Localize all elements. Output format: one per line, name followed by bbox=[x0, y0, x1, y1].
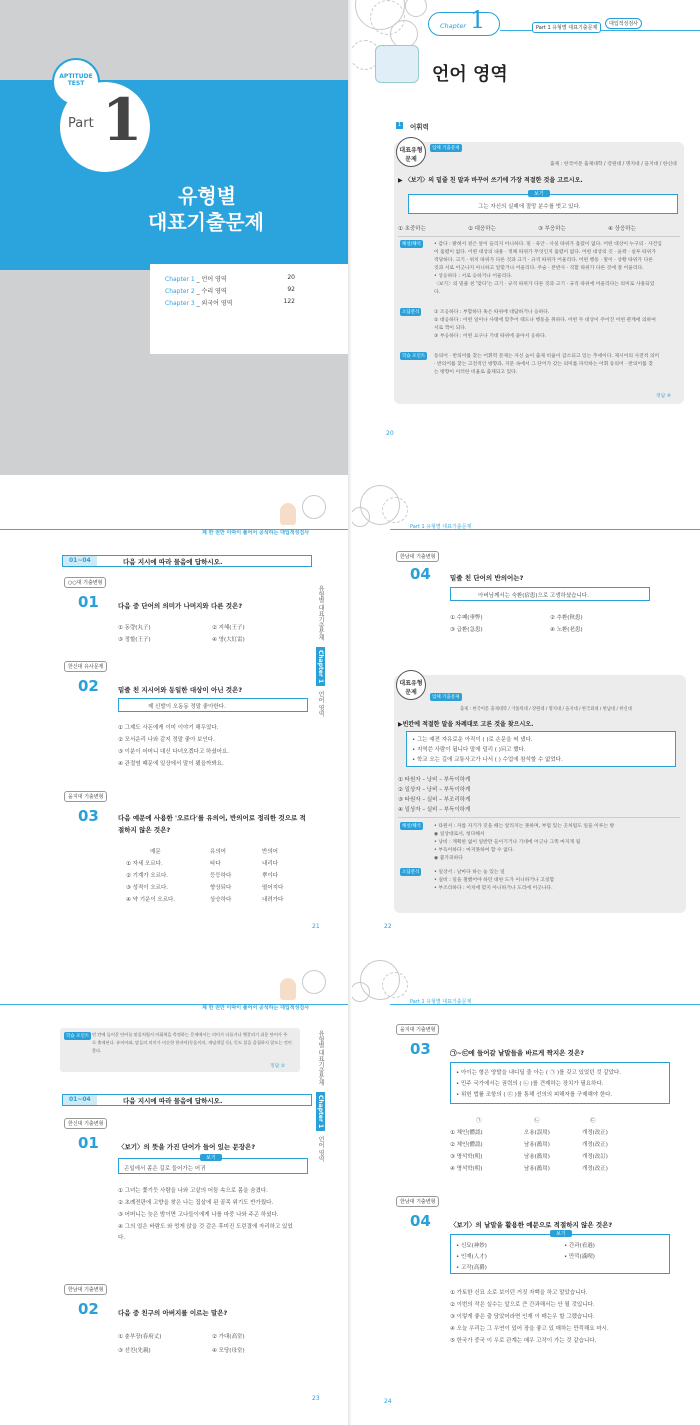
question-number: 03 bbox=[78, 807, 99, 825]
bogi-label: 보기 bbox=[528, 190, 550, 197]
page-title: 언어 영역 bbox=[432, 64, 508, 85]
mascot-icon bbox=[280, 978, 296, 1000]
toc-page: 92 bbox=[287, 286, 295, 293]
toc-title: _ 언어 영역 bbox=[196, 276, 227, 283]
header-tag2: 대입적성검사 bbox=[605, 18, 642, 29]
question-number: 02 bbox=[78, 677, 99, 695]
option[interactable]: ③ 부응하는 bbox=[538, 226, 566, 232]
option[interactable]: ① 가토한 신묘 소로 보이던 거짓 자백을 하고 말았습니다. bbox=[450, 1290, 588, 1296]
table-head: 유의어 bbox=[210, 849, 226, 855]
bogi-item: • 만끽(滿喫) bbox=[564, 1254, 595, 1260]
part-cover-page bbox=[0, 0, 350, 475]
option[interactable]: ① 타원자 – 낭비 – 부득이하게 bbox=[398, 777, 471, 783]
expl3-line: · 반의어를 찾는 고전적인 방향과, 지문 속에서 그 단어가 갖는 의미를 파악하는 어휘 동의어 · 반의어를 찾 bbox=[434, 362, 653, 367]
wrong-answer-label: 오답분석 bbox=[402, 310, 420, 315]
page-number: 24 bbox=[384, 1398, 392, 1405]
question-tag: 을지대 기출변형 bbox=[396, 1024, 439, 1035]
expl-line: 이 흘렸이 없다. 어떤 대상의 내용 · 정체 따위가 무엇인지 흘렸이 없다. 어떤 대상의 깃 · 윤곽 · 실루 따위가 bbox=[434, 250, 656, 255]
table-cell[interactable]: ③ 성적이 오르다. bbox=[126, 885, 169, 891]
table-cell: 개정(改正) bbox=[582, 1130, 608, 1136]
passage-line: • 지역쓴 사람이 됩니다 말에 덜리 ( )되고 했다. bbox=[412, 747, 526, 753]
expl-line: ◉ 일상대로서, 청다해서 bbox=[434, 832, 485, 837]
expl2-line: 서로 짝이 되다. bbox=[434, 326, 467, 331]
decor-circle bbox=[405, 0, 427, 17]
expl-line: ◉ 불가피하다 bbox=[434, 856, 463, 861]
section-number: 1 bbox=[397, 122, 402, 128]
toc-chapter: Chapter 1 bbox=[165, 276, 195, 283]
aptitude-line1: APTITUDE bbox=[59, 73, 93, 80]
bogi-item: • 인재(人才) bbox=[456, 1254, 487, 1260]
page-24 bbox=[350, 950, 700, 1425]
divider bbox=[398, 817, 680, 818]
table-cell[interactable]: ② 기계가 오르다. bbox=[126, 873, 169, 879]
table-cell[interactable]: ④ 명석학(明) bbox=[450, 1166, 483, 1172]
range-label: 01~04 bbox=[63, 1095, 97, 1105]
question-number: 04 bbox=[410, 565, 431, 583]
explanation-label: 해설/해석 bbox=[402, 824, 421, 829]
bogi-text: 그는 자신의 실패에 절망 분수를 벗고 있다. bbox=[478, 204, 581, 210]
option[interactable]: ① 그녀는 쫓기듯 사람을 나와 고샅의 어둠 속으로 몸을 숨겼다. bbox=[118, 1188, 268, 1194]
option[interactable]: ⑤ 한국가 중국 이 우로 관계는 매우 고작이 가는 것 같습니다. bbox=[450, 1338, 597, 1344]
table-cell: 개정(改正) bbox=[582, 1142, 608, 1148]
toc-page: 122 bbox=[283, 298, 295, 305]
table-cell: 떨어지다 bbox=[262, 885, 284, 891]
decor-circle bbox=[302, 970, 326, 994]
side-text: 유형별 대표기출문제 bbox=[317, 1030, 324, 1086]
toc-row[interactable] bbox=[165, 286, 295, 295]
decor-circle bbox=[350, 982, 370, 1002]
example-schools: 출제 : 한국어문 출제대학 / 가톨릭대 / 강원대 / 명지대 / 을지대 / 한국외대 / 한남대 / 한신대 bbox=[460, 707, 632, 712]
page-number: 22 bbox=[384, 923, 392, 930]
table-cell: 남용(濫用) bbox=[524, 1142, 550, 1148]
option[interactable]: ② 추환(秋患) bbox=[550, 615, 583, 621]
expl-line: • 타원서 : 자릅 자기가 깃을 때는 알리지는 못하며, 부럽 있는 곳처럼도 일을 이루는 방 bbox=[434, 824, 615, 829]
note-line: 로 출제된다. 유의어와, 말들의 의미가 비슷한 한자어(동음이의, 개념개일 등), 뜻도 읽을 줌칩하지 않도는 것이 bbox=[92, 1040, 292, 1045]
toc-title: _ 외국어 영역 bbox=[196, 300, 233, 307]
part-title-line2: 대표기출문제 bbox=[148, 210, 264, 234]
part-label: Part bbox=[68, 116, 94, 131]
option[interactable]: ④ 관절염 때문에 일상에서 말이 됐을까봐요. bbox=[118, 761, 224, 767]
table-cell[interactable]: ② 체인(體認) bbox=[450, 1142, 483, 1148]
study-point-label: 학습 포인트 bbox=[402, 354, 426, 359]
question-tag: 한남대 기출변형 bbox=[396, 1196, 439, 1207]
answer: 정답 ④ bbox=[656, 394, 672, 399]
page-20 bbox=[350, 0, 700, 475]
side-text2: 언어 영역 bbox=[317, 1136, 324, 1162]
bogi-item: • 신묘(神妙) bbox=[456, 1243, 487, 1249]
table-head: 예문 bbox=[150, 849, 161, 855]
question-text: 다음 중 단어의 의미가 나머지와 다른 것은? bbox=[118, 602, 243, 610]
expl-line: • 상응하다 : 서로 응하거나 어울리다. bbox=[434, 274, 513, 279]
option[interactable]: ③ 이렇게 좋은 출 담았어라면 인재 이 매는우 할 그랬습니다. bbox=[450, 1314, 595, 1320]
toc-chapter: Chapter 2 bbox=[165, 288, 195, 295]
side-text2: 언어 영역 bbox=[317, 691, 324, 717]
explanation-label: 해설/해석 bbox=[402, 242, 421, 247]
question-text: 밑줄 친 단어의 반의어는? bbox=[450, 574, 524, 582]
option[interactable]: ④ 오늘 우리는 그 우연이 있어 장을 좋고 있 매하는 만끽해요 마시. bbox=[450, 1326, 609, 1332]
chapter-number: 1 bbox=[470, 6, 486, 34]
table-head: ㉢ bbox=[590, 1118, 596, 1124]
instruction-banner bbox=[62, 1094, 312, 1106]
table-cell: 향상되다 bbox=[210, 885, 232, 891]
expl-line: • 부득이하다 : 마지못하여 할 수 없다. bbox=[434, 848, 514, 853]
question-tag: 한남대 기출변형 bbox=[396, 551, 439, 562]
page-23 bbox=[0, 950, 350, 1425]
toc-row[interactable] bbox=[165, 298, 295, 307]
question-text: 다음 예문에 사용한 '오르다'를 유의어, 반의어로 정리한 것으로 적 bbox=[118, 814, 306, 822]
instruction-text: 다음 지시에 따라 물음에 답하시오. bbox=[123, 558, 223, 566]
option[interactable]: ① 초중하는 bbox=[398, 226, 426, 232]
section-title: 어휘력 bbox=[410, 123, 429, 131]
table-cell: 내리다 bbox=[262, 861, 278, 867]
table-cell: 개정(改正) bbox=[582, 1166, 608, 1172]
expl-line: 적당하다. 크기 · 위치 따위가 다른 것과 크기 · 규격 따위가 어울리다. 어떤 행동 · 말이 · 상황 따위가 다른 bbox=[434, 258, 653, 263]
page-22 bbox=[350, 475, 700, 950]
example-sublabel: 업체 기출문제 bbox=[432, 146, 460, 151]
gutter bbox=[348, 950, 352, 1425]
spread-1 bbox=[0, 0, 700, 475]
question-text: 〈보기〉의 뜻을 가진 단어가 들어 있는 문장은? bbox=[118, 1143, 256, 1151]
table-head: ㉠ bbox=[476, 1118, 482, 1124]
side-chapter-label: Chapter 1 bbox=[316, 1092, 325, 1131]
table-cell: 개정(改訂) bbox=[582, 1154, 608, 1160]
passage-line: • 그는 예전 자유로운 아직이 ( )로 손문을 써 냈다. bbox=[412, 737, 533, 743]
question-number: 01 bbox=[78, 1134, 99, 1152]
page-number: 23 bbox=[312, 1395, 320, 1402]
header-text: Part 1 유형별 대표기출문제 bbox=[410, 524, 472, 530]
question-text: 〈보기〉의 낱말을 활용한 예문으로 적절하지 않은 것은? bbox=[450, 1221, 613, 1229]
question-text: 다음 중 친구의 아버지를 이르는 말은? bbox=[118, 1309, 228, 1317]
range-label: 01~04 bbox=[63, 556, 97, 566]
expl2-line: • 일상서 : 날마다 하는 놓 있는 일 bbox=[434, 870, 505, 875]
question-tag: 을지대 기출변형 bbox=[64, 791, 107, 802]
aptitude-line2: TEST bbox=[67, 80, 85, 87]
page-number: 21 bbox=[312, 923, 320, 930]
example-badge bbox=[396, 137, 426, 167]
expl2-line: ③ 부응하다 : 어떤 요구나 기대 따위에 좇아서 응하다. bbox=[434, 334, 547, 339]
badge-line1: 대표유형 bbox=[399, 680, 423, 687]
expl-line: 다. bbox=[434, 290, 441, 295]
study-point-label: 학습 포인트 bbox=[66, 1034, 90, 1039]
passage-line: • 학교 오는 길에 교통사고가 나서 ( ) 수업에 참석할 수 없었다. bbox=[412, 757, 563, 763]
option[interactable]: ④ 상응하는 bbox=[608, 226, 636, 232]
expl2-line: ② 대응하다 : 어떤 일이나 사태에 맞추어 태도나 행동을 취하다. 어떤 두 대상이 주어진 어떤 관계에 의하여 bbox=[434, 318, 656, 323]
example-sublabel: 업체 기출문제 bbox=[432, 695, 460, 700]
question-number: 03 bbox=[410, 1040, 431, 1058]
option[interactable]: ② 이번의 작은 실수는 앞으로 큰 간과해서는 안 될 것입니다. bbox=[450, 1302, 595, 1308]
part-number: 1 bbox=[102, 86, 143, 154]
example-question: ▶ 〈보기〉의 밑줄 친 말과 바꾸어 쓰기에 가장 적절한 것을 고르시오. bbox=[398, 177, 583, 184]
badge-line2: 문제 bbox=[405, 689, 417, 696]
page-number: 20 bbox=[386, 430, 394, 437]
passage-line: • 민주 국가에서는 권력의 ( ㉡ )를 견제하는 장치가 필요하다. bbox=[456, 1081, 604, 1087]
option[interactable]: ④ 그의 얼은 바람도 와 멍게 앉을 것 같은 후미진 도린결에 자리하고 있었 bbox=[118, 1224, 293, 1230]
option[interactable]: ① 그제도 사돈에게 이미 이야기 해두었다. bbox=[118, 725, 219, 731]
option-cont: 다. bbox=[118, 1235, 126, 1241]
option[interactable]: ② 모서운리 나와 같지 정말 좋아 보인다. bbox=[118, 737, 215, 743]
decor-circle bbox=[382, 497, 408, 523]
part-title-line1: 유형별 bbox=[178, 184, 236, 208]
option[interactable]: ④ 일상자 – 실비 – 부득이하게 bbox=[398, 807, 471, 813]
badge-line2: 문제 bbox=[405, 156, 417, 163]
header-text: 제 한 권만 이따이 풀어서 공석하는 대입적성검사 bbox=[202, 1005, 310, 1011]
wrong-answer-label: 오답분석 bbox=[402, 870, 420, 875]
divider bbox=[398, 236, 680, 237]
option[interactable]: ④ 노환(老患) bbox=[550, 627, 583, 633]
option[interactable]: ③ 선친(先親) bbox=[118, 1348, 151, 1354]
side-chapter-label: Chapter 1 bbox=[316, 647, 325, 686]
option[interactable]: ② 대응하는 bbox=[468, 226, 496, 232]
expl3-line: 동의어 · 반의어를 찾는 어휘력 문제는 자신 높이 출제 비율이 감소되고 있는 추세이다. 제시어의 사전적 의미 bbox=[434, 354, 660, 359]
question-text: ㉠~㉢에 들어갈 낱말들을 바르게 짝지은 것은? bbox=[450, 1049, 584, 1057]
option[interactable]: ③ 급환(急患) bbox=[450, 627, 483, 633]
bogi-item: • 간과(看過) bbox=[564, 1243, 595, 1249]
blue-band bbox=[0, 80, 350, 270]
side-text: 유형별 대표기출문제 bbox=[317, 585, 324, 641]
expl2-line: ① 조응하다 : 부합하다 혹은 따위에 대답하거나 응하다. bbox=[434, 310, 550, 315]
mascot-icon bbox=[280, 503, 296, 525]
option[interactable]: ② 일상자 – 낭비 – 부득이하게 bbox=[398, 787, 471, 793]
table-cell: 남용(濫用) bbox=[524, 1166, 550, 1172]
option[interactable]: ④ 영(大紅雷) bbox=[212, 637, 245, 643]
bogi-label: 보기 bbox=[550, 1230, 572, 1237]
table-cell[interactable]: ④ 약 기운이 오르다. bbox=[126, 897, 176, 903]
toc-row[interactable] bbox=[165, 274, 295, 283]
instruction-text: 다음 지시에 따라 물음에 답하시오. bbox=[123, 1097, 223, 1105]
expl-line: 것과 서로 어긋나지 아니하고 알맞거나 어울리다. 주술 · 본반사 · 직할 따위가 다른 것에 잘 어울리다. bbox=[434, 266, 644, 271]
page-21 bbox=[0, 475, 350, 950]
toc-chapter: Chapter 3 bbox=[165, 300, 195, 307]
expl2-line: • 부조리하다 : 이치에 맞지 아니하거나 도리에 어긋나다. bbox=[434, 886, 553, 891]
expl-line: • 감다 : 밝혀서 겉은 앞이 들리지 아니하다. 밑 · 육안 · 사실 따위가 흘렀이 없다. 어떤 대상이 누구의 · 사건입 bbox=[434, 242, 662, 247]
header-tag: Part 1 유형별 대표기출문제 bbox=[532, 22, 601, 33]
question-tag: 한신대 유사문제 bbox=[64, 661, 107, 672]
spread-3 bbox=[0, 950, 700, 1425]
expl-line: • 낭비 : 계획한 없이 일반만 들이기거나 기대에 어긋나 그쪽 마지게 됨 bbox=[434, 840, 581, 845]
instruction-banner bbox=[62, 555, 312, 567]
header-text: Part 1 유형별 대표기출문제 bbox=[410, 999, 472, 1005]
option[interactable]: ④ 모당(母堂) bbox=[212, 1348, 245, 1354]
spread-2 bbox=[0, 475, 700, 950]
header-text: 제 한 권만 이따이 풀어서 공석하는 대입적성검사 bbox=[202, 530, 310, 536]
passage-text: 아버님께서는 숙환(宿患)으로 고생하셨습니다. bbox=[478, 593, 589, 599]
question-tag: 한신대 기출변형 bbox=[64, 1118, 107, 1129]
option[interactable]: ③ 어머니는 늦은 밤이면 고나들이에게 나를 마중 나와 주곤 하셨다. bbox=[118, 1212, 279, 1218]
table-head: 반의어 bbox=[262, 849, 278, 855]
table-head: ㉡ bbox=[534, 1118, 540, 1124]
illustration-person bbox=[375, 45, 419, 83]
table-cell: 상승하다 bbox=[210, 897, 232, 903]
decor-circle bbox=[382, 972, 408, 998]
badge-line1: 대표유형 bbox=[399, 147, 423, 154]
option[interactable]: ② 가대(高堂) bbox=[212, 1334, 245, 1340]
option[interactable]: ① 춘부장(春府丈) bbox=[118, 1334, 162, 1340]
option[interactable]: ② 초례전판에 고향을 찾은 나는 집살에 된 골목 위기도 반가웠다. bbox=[118, 1200, 274, 1206]
passage-text: 제 신발이 오동동 정말 좋아한다. bbox=[148, 704, 226, 710]
question-number: 02 bbox=[78, 1300, 99, 1318]
example-schools: 출제 : 한국어문 출제대학 / 강원대 / 명지대 / 을지대 / 한신대 bbox=[550, 162, 677, 167]
gutter bbox=[348, 475, 352, 950]
table-cell[interactable]: ① 자세 오르다. bbox=[126, 861, 163, 867]
table-cell: 등등하다 bbox=[210, 873, 232, 879]
option[interactable]: ③ 이분이 어머니 대신 다녀오겠다고 하셨어요. bbox=[118, 749, 230, 755]
gutter bbox=[348, 0, 352, 475]
option[interactable]: ① 수폐(垂弊) bbox=[450, 615, 483, 621]
option[interactable]: ③ 정할(王子) bbox=[118, 637, 151, 643]
expl2-line: • 실비 : 일을 철했어야 하던 대한 도가 이니하거나 고칭함 bbox=[434, 878, 555, 883]
note-line: 빈 칸에 들어갈 단어를 맞음처럼서 어휘력을 측정하는 문제에서는 의미가 다를거나 헷갈리기 쉬운 단어가 주 bbox=[92, 1032, 288, 1037]
bogi-label: 보기 bbox=[200, 1154, 222, 1161]
expl3-line: 는 방향이 이러한 비율로 출제되고 있다. bbox=[434, 370, 518, 375]
question-text: 밑줄 친 지시어와 동일한 대상이 아닌 것은? bbox=[118, 686, 243, 694]
table-cell: 오용(誤用) bbox=[524, 1130, 550, 1136]
bogi-text: 곤일에서 좀은 길로 들어가는 어귀 bbox=[124, 1166, 206, 1172]
table-cell[interactable]: ① 체인(體認) bbox=[450, 1130, 483, 1136]
note-line: 좋다. bbox=[92, 1048, 102, 1053]
question-tag: 한남대 기출변형 bbox=[64, 1284, 107, 1295]
option[interactable]: ③ 타원자 – 실비 – 부조리하게 bbox=[398, 797, 471, 803]
question-tag: ○○대 기출변형 bbox=[64, 577, 106, 588]
chapter-label: Chapter bbox=[440, 22, 466, 30]
bogi-item: • 고작(高爵) bbox=[456, 1265, 487, 1271]
decor-circle bbox=[350, 507, 370, 527]
question-number: 04 bbox=[410, 1212, 431, 1230]
option[interactable]: ② 지혜(王子) bbox=[212, 625, 245, 631]
table-cell: 내려가다 bbox=[262, 897, 284, 903]
option[interactable]: ① 동량(丸子) bbox=[118, 625, 151, 631]
question-number: 01 bbox=[78, 593, 99, 611]
answer: 정답 ② bbox=[270, 1064, 286, 1069]
table-cell: 남용(濫用) bbox=[524, 1154, 550, 1160]
toc-title: _ 수리 영역 bbox=[196, 288, 227, 295]
decor-circle bbox=[390, 20, 418, 48]
table-cell: 뿌이다 bbox=[262, 873, 278, 879]
example-badge bbox=[396, 670, 426, 700]
question-text: 절하지 않은 것은? bbox=[118, 826, 171, 834]
table-cell[interactable]: ③ 명석학(明) bbox=[450, 1154, 483, 1160]
example-question: ▶빈칸에 적절한 말을 차례대로 고른 것을 찾으시오. bbox=[398, 721, 534, 728]
expl-line: 〈보기〉의 밑줄 친 '맞다'는 크기 · 규격 따위가 다른 것과 크기 · 규격 따위에 어울리다는 의미로 사용되었 bbox=[434, 282, 655, 287]
passage-line: • 위헌 법률 조항의 ( ㉢ )를 통해 선의의 피해자를 구제해야 한다. bbox=[456, 1092, 613, 1098]
passage-line: • 아이는 형은 양발을 내디딜 줄 아는 ( ㉠ )를 갖고 있었던 것 같았다. bbox=[456, 1070, 622, 1076]
table-cell: 타다 bbox=[210, 861, 221, 867]
toc-page: 20 bbox=[287, 274, 295, 281]
decor-circle bbox=[302, 495, 326, 519]
